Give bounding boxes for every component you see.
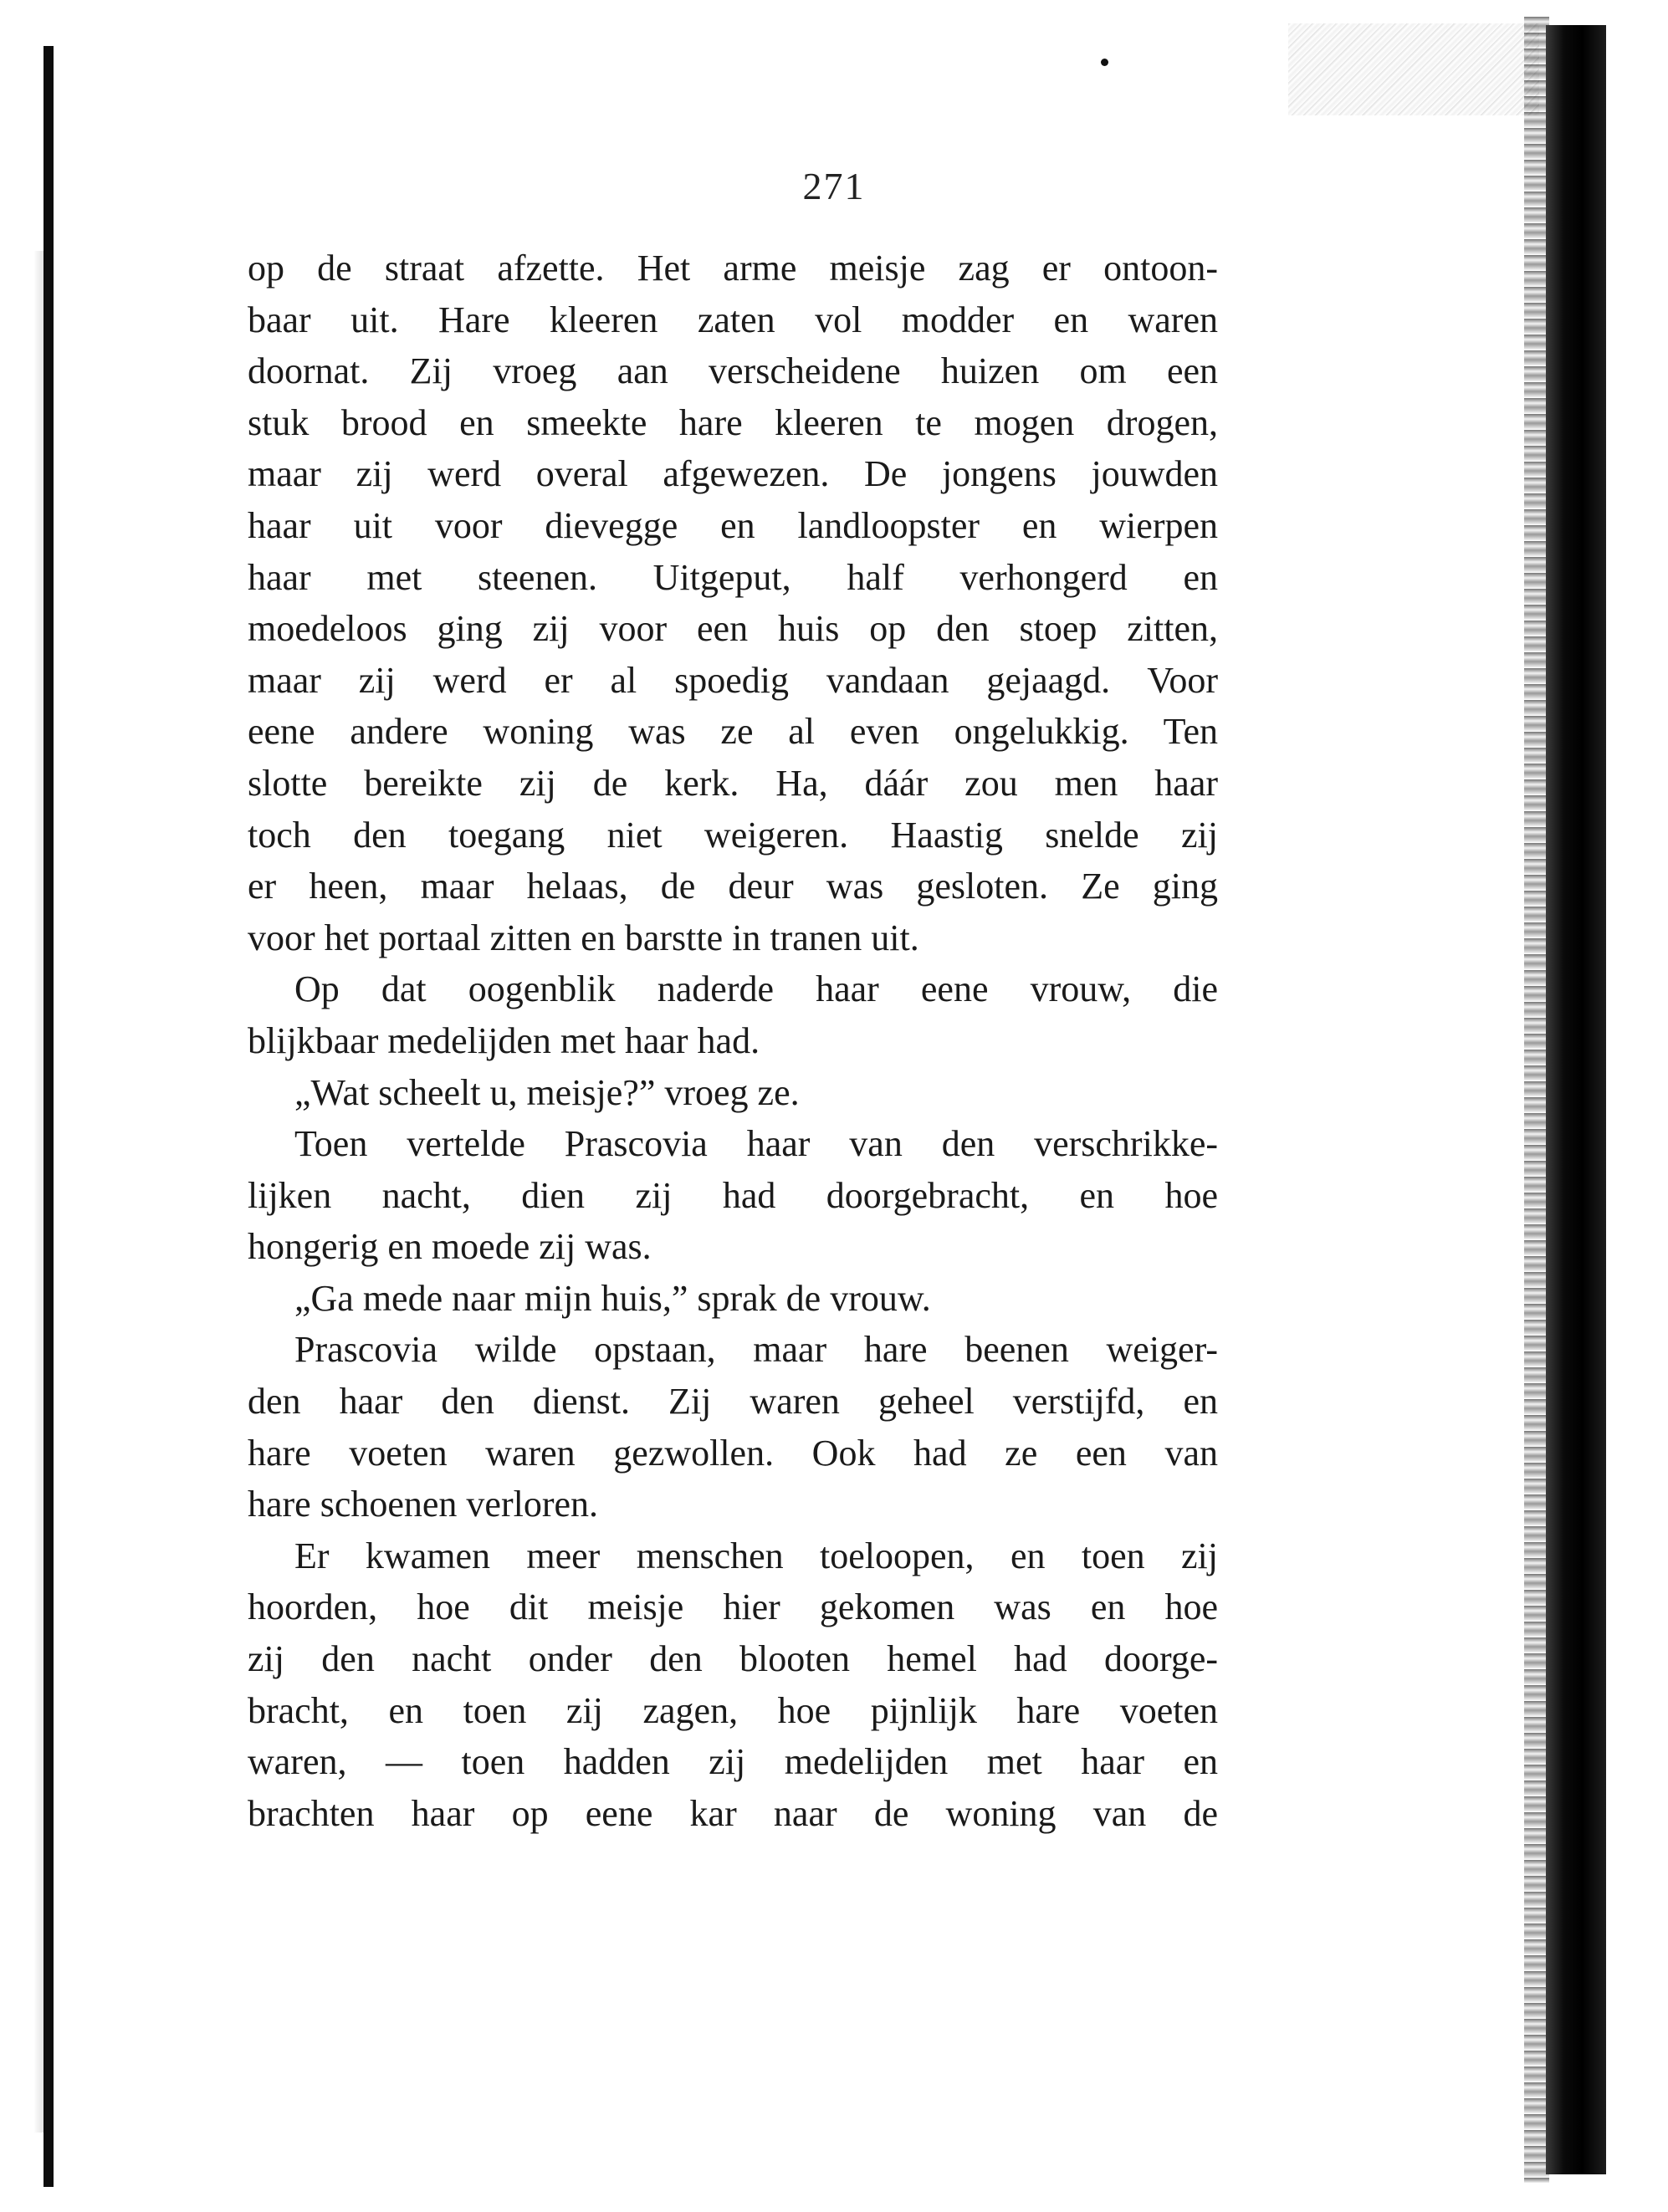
text-line: brachten haar op eene kar naar de woning van de: [248, 1792, 1218, 1834]
text-line: hare voeten waren gezwollen. Ook had ze een van: [248, 1432, 1218, 1474]
paragraph-start: „Ga mede naar mijn huis,” sprak de vrouw.: [294, 1277, 931, 1319]
text-line: lijken nacht, dien zij had doorgebracht, en hoe: [248, 1174, 1218, 1216]
text-line: maar zij werd er al spoedig vandaan gejaagd. Voor: [248, 659, 1218, 701]
text-line: maar zij werd overal afgewezen. De jongens jouwden: [248, 453, 1218, 495]
text-line: haar met steenen. Uitgeput, half verhongerd en: [248, 556, 1218, 598]
text-line: toch den toegang niet weigeren. Haastig snelde zij: [248, 814, 1218, 856]
text-line: zij den nacht onder den blooten hemel had doorge-: [248, 1638, 1218, 1680]
page-number: 271: [802, 165, 866, 207]
paragraph-start: Op dat oogenblik naderde haar eene vrouw, die: [294, 968, 1218, 1010]
paragraph-start: Er kwamen meer menschen toeloopen, en toen zij: [294, 1535, 1218, 1576]
text-line: hoorden, hoe dit meisje hier gekomen was en hoe: [248, 1586, 1218, 1628]
text-line: baar uit. Hare kleeren zaten vol modder en waren: [248, 299, 1218, 340]
text-line: den haar den dienst. Zij waren geheel verstijfd, en: [248, 1381, 1218, 1423]
scan-edge-left: [43, 46, 54, 2187]
text-line: blijkbaar medelijden met haar had.: [248, 1019, 760, 1061]
text-line: doornat. Zij vroeg aan verscheidene huizen om een: [248, 350, 1218, 392]
text-line: haar uit voor dievegge en landloopster en wierpen: [248, 504, 1218, 546]
text-line: waren, — toen hadden zij medelijden met haar en: [248, 1741, 1218, 1783]
text-line: eene andere woning was ze al even ongelukkig. Ten: [248, 711, 1218, 753]
text-line: hongerig en moede zij was.: [248, 1226, 652, 1268]
text-line: voor het portaal zitten en barstte in tranen uit.: [248, 917, 919, 958]
paragraph-start: Prascovia wilde opstaan, maar hare beenen weiger-: [294, 1329, 1218, 1371]
text-line: er heen, maar helaas, de deur was gesloten. Ze ging: [248, 866, 1218, 907]
paragraph-start: Toen vertelde Prascovia haar van den verschrikke-: [294, 1123, 1218, 1165]
paragraph-start: „Wat scheelt u, meisje?” vroeg ze.: [294, 1071, 800, 1113]
text-line: bracht, en toen zij zagen, hoe pijnlijk hare voeten: [248, 1689, 1218, 1731]
ink-spot: [1101, 59, 1108, 66]
scan-speckle: [1288, 23, 1539, 115]
scan-edge-right: [1546, 25, 1606, 2174]
text-line: hare schoenen verloren.: [248, 1484, 599, 1525]
body-text: [248, 243, 1218, 1839]
text-line: moedeloos ging zij voor een huis op den stoep zitten,: [248, 608, 1218, 650]
text-line: stuk brood en smeekte hare kleeren te mogen drogen,: [248, 401, 1218, 443]
text-line: op de straat afzette. Het arme meisje zag er ontoon-: [248, 248, 1218, 289]
text-line: slotte bereikte zij de kerk. Ha, dáár zou men haar: [248, 762, 1218, 804]
